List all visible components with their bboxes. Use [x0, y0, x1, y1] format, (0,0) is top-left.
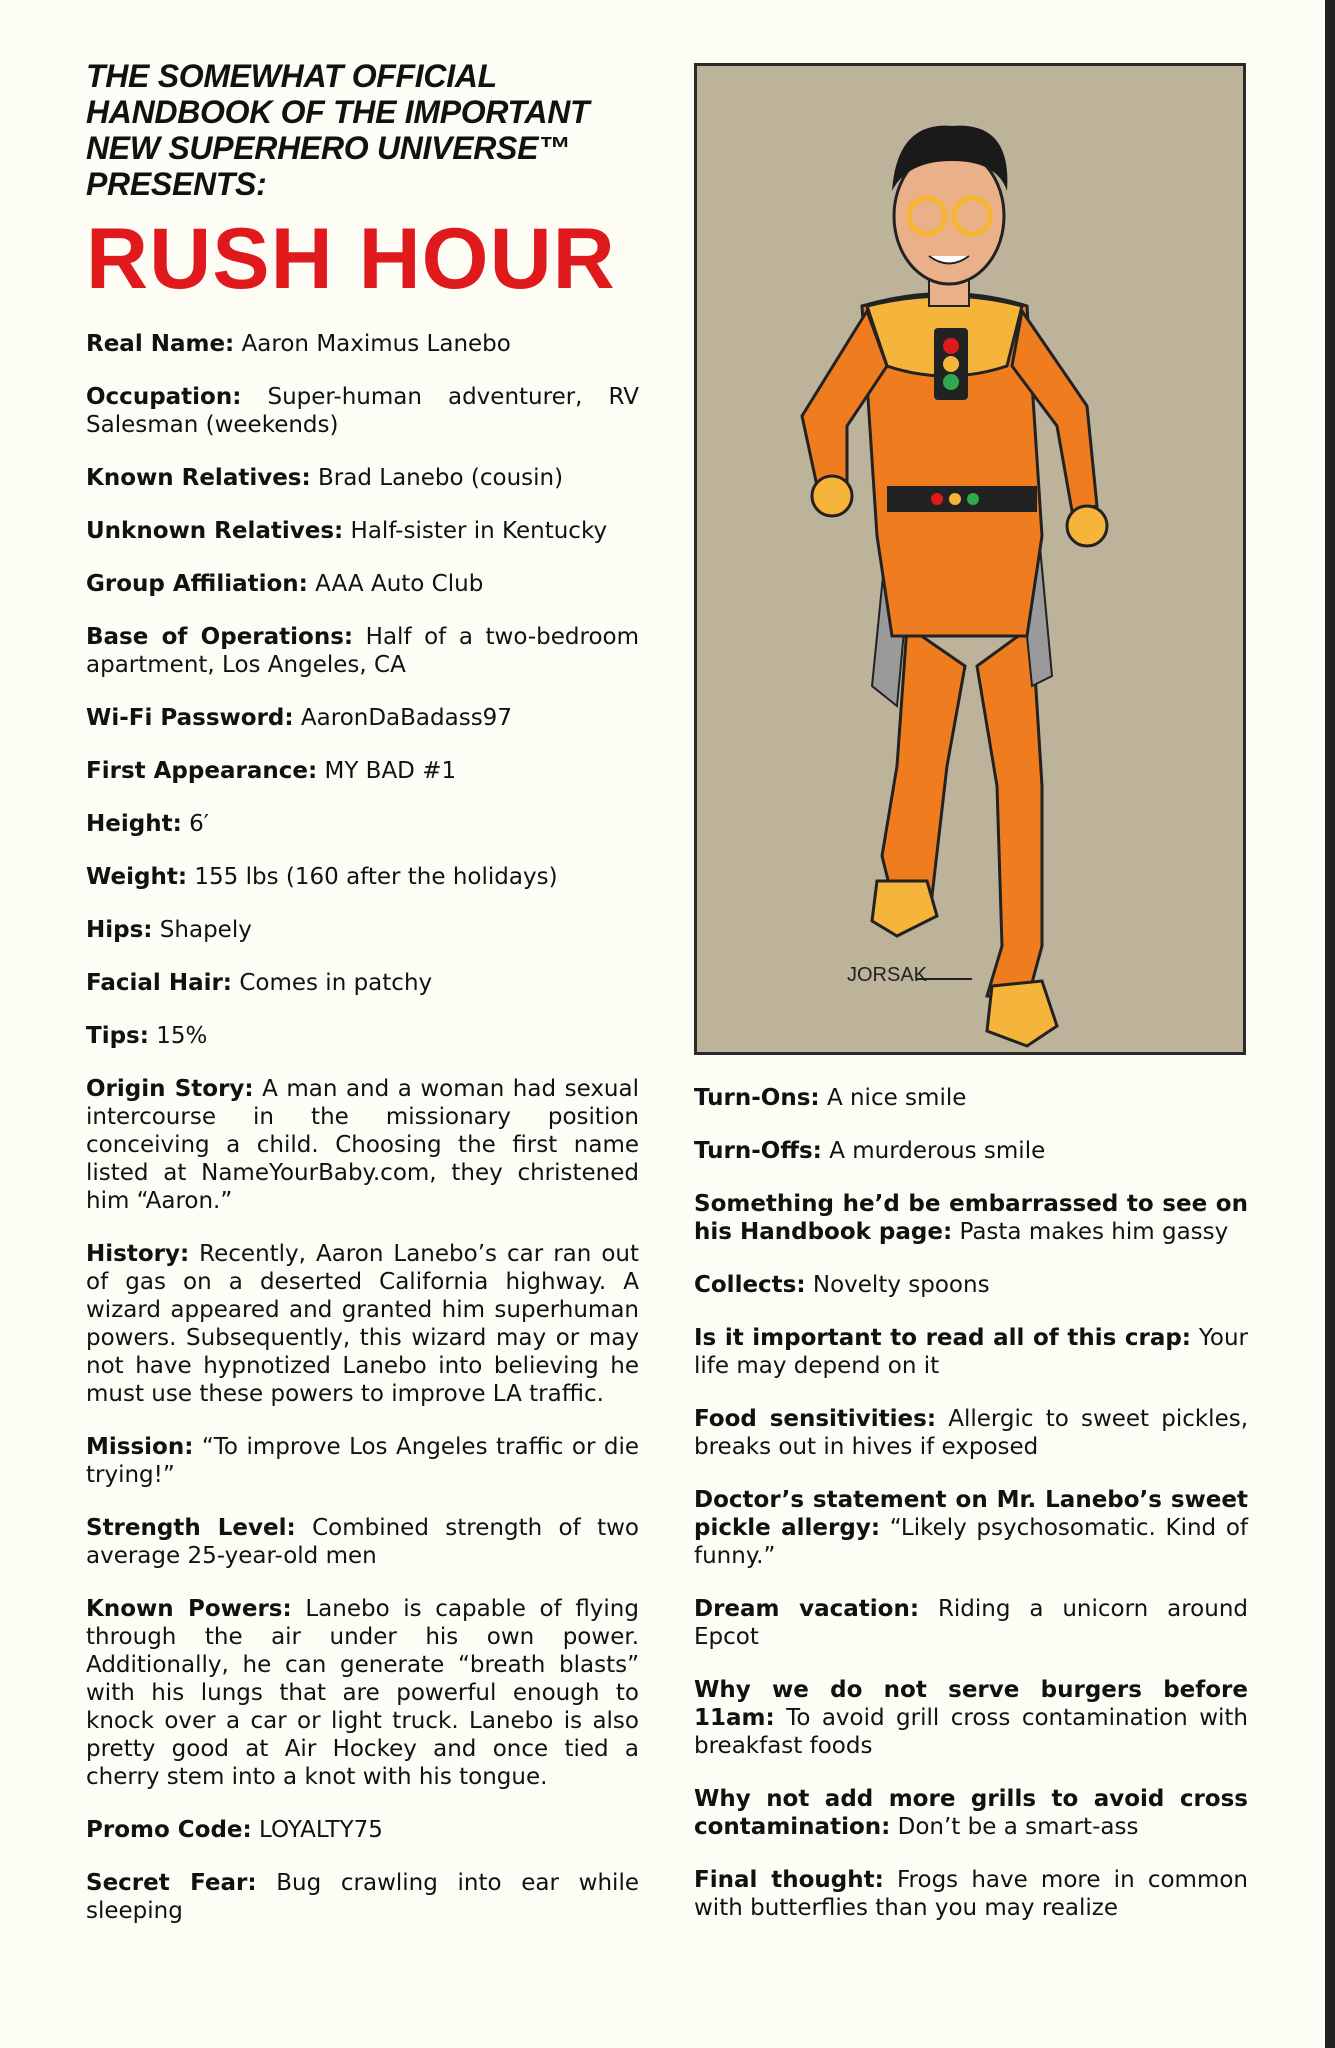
- entry-turn-ons: Turn-Ons: A nice smile: [694, 1085, 967, 1111]
- character-portrait: [694, 63, 1246, 1055]
- entry-strength-level: Strength Level: Combined strength of two average 25-year-old men: [86, 1515, 639, 1569]
- entry-hips: Hips: Shapely: [86, 917, 252, 943]
- entry-final-thought: Final thought: Frogs have more in common with butterflies than you may realize: [694, 1867, 1248, 1921]
- entry-unknown-relatives: Unknown Relatives: Half-sister in Kentucky: [86, 518, 608, 544]
- left-column: [86, 330, 639, 1950]
- entry-wifi-password: Wi-Fi Password: AaronDaBadass97: [86, 705, 512, 731]
- supertitle-line: PRESENTS:: [86, 166, 267, 202]
- supertitle-line: HANDBOOK OF THE IMPORTANT: [86, 94, 590, 130]
- entry-weight: Weight: 155 lbs (160 after the holidays): [86, 864, 558, 890]
- entry-height: Height: 6′: [86, 811, 209, 837]
- entry-tips: Tips: 15%: [86, 1023, 208, 1049]
- entry-origin-story: Origin Story: A man and a woman had sexual intercourse in the missionary position conceiving a child. Choosing the first name listed at NameYourBaby.com, they christened him “Aaron.”: [86, 1076, 639, 1214]
- entry-occupation: Occupation: Super-human adventurer, RV Salesman (weekends): [86, 384, 639, 438]
- supertitle-line: THE SOMEWHAT OFFICIAL: [86, 58, 497, 94]
- entry-more-grills: Why not add more grills to avoid cross contamination: Don’t be a smart-ass: [694, 1786, 1248, 1840]
- entry-promo-code: Promo Code: LOYALTY75: [86, 1817, 383, 1843]
- artist-signature: JORSAK: [847, 964, 928, 986]
- entry-real-name: Real Name: Aaron Maximus Lanebo: [86, 331, 511, 357]
- header: [86, 58, 666, 307]
- entry-history: History: Recently, Aaron Lanebo’s car ran out of gas on a deserted California highway. A wizard appeared and granted him superhuman powers. Subsequently, this wizard may or may not have hypnotized Lanebo into believing he must use these powers to improve LA traffic.: [86, 1241, 639, 1407]
- entry-secret-fear: Secret Fear: Bug crawling into ear while sleeping: [86, 1870, 639, 1924]
- supertitle-line: NEW SUPERHERO UNIVERSE™: [86, 130, 570, 166]
- entry-food-sensitivities: Food sensitivities: Allergic to sweet pickles, breaks out in hives if exposed: [694, 1406, 1249, 1460]
- entry-first-appearance: First Appearance: MY BAD #1: [86, 758, 457, 784]
- page-edge: [1325, 0, 1335, 2048]
- entry-facial-hair: Facial Hair: Comes in patchy: [86, 970, 433, 996]
- entry-important-to-read: Is it important to read all of this crap: Your life may depend on it: [694, 1325, 1249, 1379]
- entry-collects: Collects: Novelty spoons: [694, 1272, 990, 1298]
- entry-known-relatives: Known Relatives: Brad Lanebo (cousin): [86, 465, 564, 491]
- entry-known-powers: Known Powers: Lanebo is capable of flying through the air under his own power. Additionally, he can generate “breath blasts” with his lungs that are powerful enough to knock over a car or light truck. Lanebo is also pretty good at Air Hockey and once tied a cherry stem into a knot with his tongue.: [86, 1596, 639, 1790]
- right-column: [694, 1084, 1248, 1947]
- page-title: RUSH HOUR: [86, 211, 616, 307]
- entry-burgers: Why we do not serve burgers before 11am: To avoid grill cross contamination with breakfast foods: [694, 1677, 1249, 1759]
- entry-group-affiliation: Group Affiliation: AAA Auto Club: [86, 571, 484, 597]
- entry-base-of-operations: Base of Operations: Half of a two-bedroom apartment, Los Angeles, CA: [86, 624, 639, 678]
- entry-embarrassed: Something he’d be embarrassed to see on his Handbook page: Pasta makes him gassy: [694, 1191, 1248, 1245]
- entry-doctors-statement: Doctor’s statement on Mr. Lanebo’s sweet pickle allergy: “Likely psychosomatic. Kind of funny.”: [694, 1487, 1248, 1569]
- entry-turn-offs: Turn-Offs: A murderous smile: [694, 1138, 1046, 1164]
- hero-illustration: [697, 66, 1243, 1052]
- entry-mission: Mission: “To improve Los Angeles traffic or die trying!”: [86, 1434, 640, 1488]
- entry-dream-vacation: Dream vacation: Riding a unicorn around Epcot: [694, 1596, 1249, 1650]
- supertitle: [86, 58, 666, 202]
